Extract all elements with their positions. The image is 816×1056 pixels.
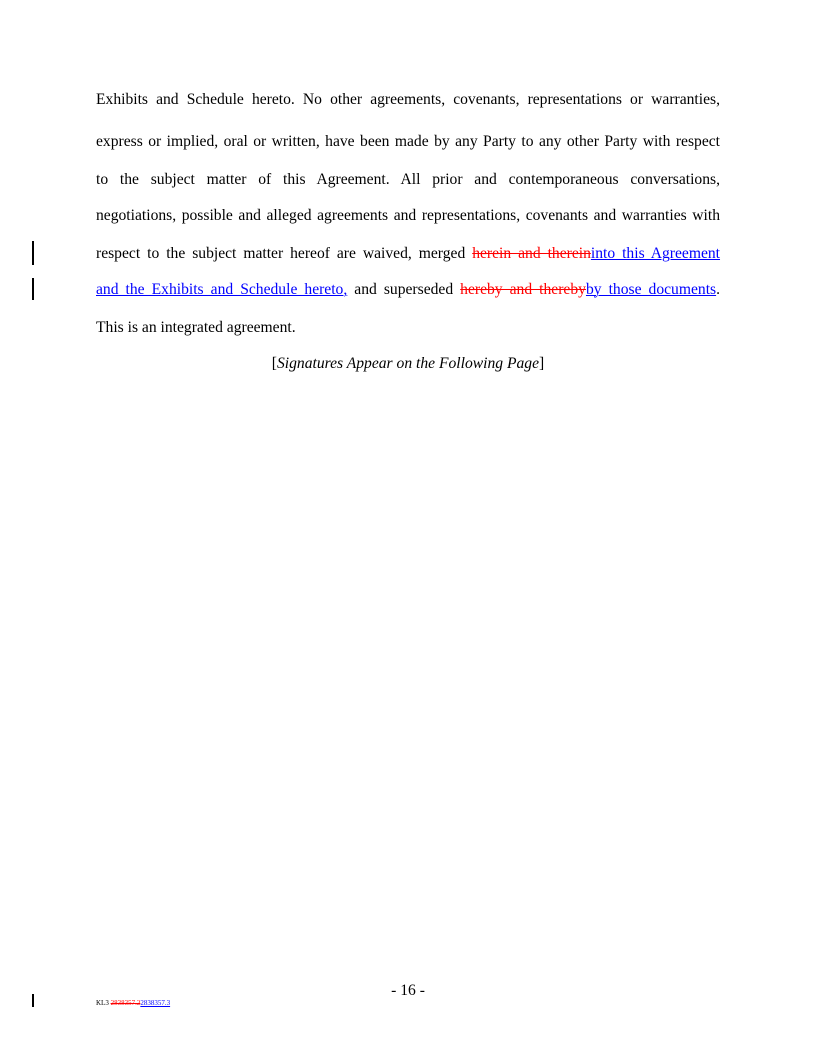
page-number: - 16 -	[391, 982, 425, 999]
signature-note-italic: Signatures Appear on the Following Page	[276, 355, 540, 372]
body-line-3: to the subject matter of this Agreement. All prior and contemporaneous conversations,	[96, 171, 720, 188]
deleted-text: herein and therein	[472, 245, 591, 262]
body-line-6	[96, 280, 720, 300]
document-id-deleted: 2838357.2	[110, 999, 141, 1007]
inserted-text: into this Agreement	[590, 245, 721, 262]
change-bar	[32, 278, 34, 300]
line-5-text: respect to the subject matter hereof are waived, merged	[96, 245, 473, 262]
body-line-7: This is an integrated agreement.	[96, 319, 296, 336]
line-6-end: .	[716, 281, 720, 298]
body-line-5	[96, 244, 720, 264]
document-id-prefix: KL3	[96, 999, 111, 1007]
body-line-2: express or implied, oral or written, have been made by any Party to any other Party with respect	[96, 133, 720, 150]
document-id	[96, 998, 170, 1008]
inserted-text: and the Exhibits and Schedule hereto,	[96, 281, 348, 298]
signature-note	[0, 354, 816, 374]
document-id-inserted: 2838357.3	[140, 999, 171, 1007]
body-line-4: negotiations, possible and alleged agreements and representations, covenants and warranties with	[96, 207, 720, 224]
signature-note-open: [	[271, 355, 277, 372]
signature-note-close: ]	[539, 355, 545, 372]
deleted-text: hereby and thereby	[460, 281, 586, 298]
body-line-1: Exhibits and Schedule hereto. No other agreements, covenants, representations or warranties,	[96, 91, 720, 108]
inserted-text: by those documents	[585, 281, 717, 298]
line-6-text: and superseded	[347, 281, 461, 298]
change-bar	[32, 241, 34, 265]
